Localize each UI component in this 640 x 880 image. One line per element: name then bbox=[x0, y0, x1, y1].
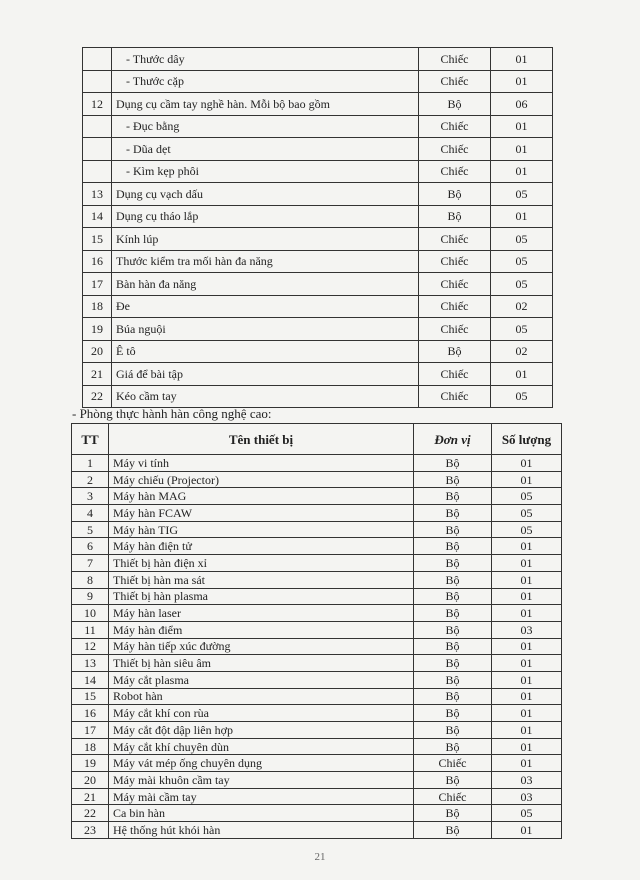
equipment-name: Máy cắt plasma bbox=[109, 671, 414, 688]
table-row bbox=[83, 318, 553, 341]
equipment-name: Thước kiểm tra mối hàn đa năng bbox=[112, 250, 419, 273]
quantity-cell: 01 bbox=[492, 655, 562, 672]
equipment-name: Thiết bị hàn ma sát bbox=[109, 571, 414, 588]
quantity-cell: 01 bbox=[492, 471, 562, 488]
row-number: 1 bbox=[72, 455, 109, 472]
header-unit: Đơn vị bbox=[414, 424, 492, 455]
table-row bbox=[72, 605, 562, 622]
table-row bbox=[72, 671, 562, 688]
quantity-cell: 05 bbox=[491, 183, 553, 206]
quantity-cell: 01 bbox=[491, 205, 553, 228]
table-row bbox=[83, 385, 553, 408]
equipment-name: Máy vi tính bbox=[109, 455, 414, 472]
quantity-cell: 01 bbox=[491, 160, 553, 183]
table-row bbox=[72, 722, 562, 739]
unit-cell: Bộ bbox=[414, 605, 492, 622]
table-row bbox=[72, 788, 562, 805]
equipment-name: Thiết bị hàn điện xỉ bbox=[109, 555, 414, 572]
unit-cell: Chiếc bbox=[419, 295, 491, 318]
unit-cell: Bộ bbox=[414, 738, 492, 755]
row-number: 19 bbox=[72, 755, 109, 772]
equipment-name: Máy chiếu (Projector) bbox=[109, 471, 414, 488]
header-tt: TT bbox=[72, 424, 109, 455]
table-row bbox=[72, 471, 562, 488]
table-row bbox=[72, 738, 562, 755]
row-number: 17 bbox=[72, 722, 109, 739]
unit-cell: Bộ bbox=[414, 538, 492, 555]
table-row bbox=[72, 555, 562, 572]
table-row bbox=[83, 160, 553, 183]
table-row bbox=[72, 505, 562, 522]
quantity-cell: 01 bbox=[492, 755, 562, 772]
quantity-cell: 05 bbox=[491, 273, 553, 296]
quantity-cell: 01 bbox=[492, 588, 562, 605]
unit-cell: Bộ bbox=[414, 638, 492, 655]
equipment-name: - Thước cặp bbox=[112, 70, 419, 93]
row-number: 23 bbox=[72, 822, 109, 839]
unit-cell: Bộ bbox=[414, 772, 492, 789]
quantity-cell: 01 bbox=[492, 688, 562, 705]
unit-cell: Bộ bbox=[414, 471, 492, 488]
row-number: 16 bbox=[83, 250, 112, 273]
table-row bbox=[72, 588, 562, 605]
high-tech-welding-room-table bbox=[71, 423, 562, 839]
row-number: 17 bbox=[83, 273, 112, 296]
row-number: 21 bbox=[83, 363, 112, 386]
table-row bbox=[83, 115, 553, 138]
row-number: 14 bbox=[83, 205, 112, 228]
unit-cell: Bộ bbox=[419, 340, 491, 363]
row-number: 18 bbox=[72, 738, 109, 755]
unit-cell: Bộ bbox=[414, 521, 492, 538]
header-qty: Số lượng bbox=[492, 424, 562, 455]
quantity-cell: 01 bbox=[491, 363, 553, 386]
unit-cell: Chiếc bbox=[419, 228, 491, 251]
unit-cell: Chiếc bbox=[419, 363, 491, 386]
quantity-cell: 02 bbox=[491, 340, 553, 363]
unit-cell: Bộ bbox=[419, 93, 491, 116]
row-number: 20 bbox=[72, 772, 109, 789]
row-number: 10 bbox=[72, 605, 109, 622]
table-row bbox=[83, 228, 553, 251]
unit-cell: Bộ bbox=[414, 555, 492, 572]
equipment-name: Máy cắt khí con rùa bbox=[109, 705, 414, 722]
unit-cell: Bộ bbox=[414, 621, 492, 638]
row-number bbox=[83, 70, 112, 93]
table-row bbox=[83, 205, 553, 228]
quantity-cell: 01 bbox=[491, 70, 553, 93]
row-number: 7 bbox=[72, 555, 109, 572]
table-row bbox=[83, 295, 553, 318]
equipment-name: - Kìm kẹp phôi bbox=[112, 160, 419, 183]
table-row bbox=[83, 250, 553, 273]
equipment-name: Giá để bài tập bbox=[112, 363, 419, 386]
table-row bbox=[72, 521, 562, 538]
row-number bbox=[83, 160, 112, 183]
unit-cell: Bộ bbox=[414, 722, 492, 739]
row-number: 12 bbox=[72, 638, 109, 655]
quantity-cell: 03 bbox=[492, 621, 562, 638]
quantity-cell: 05 bbox=[491, 250, 553, 273]
row-number: 22 bbox=[83, 385, 112, 408]
equipment-name: Kính lúp bbox=[112, 228, 419, 251]
equipment-name: Máy hàn TIG bbox=[109, 521, 414, 538]
quantity-cell: 01 bbox=[492, 822, 562, 839]
row-number: 9 bbox=[72, 588, 109, 605]
row-number: 19 bbox=[83, 318, 112, 341]
table-row bbox=[83, 363, 553, 386]
row-number: 6 bbox=[72, 538, 109, 555]
quantity-cell: 01 bbox=[492, 705, 562, 722]
equipment-name: Thiết bị hàn plasma bbox=[109, 588, 414, 605]
table-row bbox=[72, 822, 562, 839]
quantity-cell: 05 bbox=[491, 228, 553, 251]
table-row bbox=[83, 70, 553, 93]
quantity-cell: 03 bbox=[492, 788, 562, 805]
equipment-name: - Thước dây bbox=[112, 48, 419, 71]
row-number: 21 bbox=[72, 788, 109, 805]
unit-cell: Bộ bbox=[414, 655, 492, 672]
quantity-cell: 01 bbox=[491, 48, 553, 71]
unit-cell: Bộ bbox=[419, 183, 491, 206]
table-row bbox=[72, 705, 562, 722]
row-number: 2 bbox=[72, 471, 109, 488]
equipment-table-continued bbox=[82, 47, 553, 408]
equipment-name: Máy hàn điện tử bbox=[109, 538, 414, 555]
unit-cell: Chiếc bbox=[419, 385, 491, 408]
equipment-name: Thiết bị hàn siêu âm bbox=[109, 655, 414, 672]
table-row bbox=[83, 93, 553, 116]
table-row bbox=[72, 755, 562, 772]
row-number bbox=[83, 138, 112, 161]
equipment-name: Hệ thống hút khói hàn bbox=[109, 822, 414, 839]
equipment-name: Dụng cụ vạch dấu bbox=[112, 183, 419, 206]
equipment-name: Máy cắt đột dập liên hợp bbox=[109, 722, 414, 739]
row-number: 15 bbox=[83, 228, 112, 251]
table-row bbox=[72, 571, 562, 588]
equipment-name: Máy vát mép ống chuyên dụng bbox=[109, 755, 414, 772]
unit-cell: Chiếc bbox=[414, 755, 492, 772]
equipment-name: Máy hàn MAG bbox=[109, 488, 414, 505]
row-number: 4 bbox=[72, 505, 109, 522]
quantity-cell: 01 bbox=[491, 138, 553, 161]
equipment-name: Robot hàn bbox=[109, 688, 414, 705]
quantity-cell: 01 bbox=[492, 605, 562, 622]
quantity-cell: 06 bbox=[491, 93, 553, 116]
unit-cell: Chiếc bbox=[419, 273, 491, 296]
quantity-cell: 05 bbox=[492, 805, 562, 822]
table-header-row bbox=[72, 424, 562, 455]
equipment-name: Ê tô bbox=[112, 340, 419, 363]
quantity-cell: 01 bbox=[492, 738, 562, 755]
equipment-name: Búa nguội bbox=[112, 318, 419, 341]
table-row bbox=[72, 772, 562, 789]
row-number bbox=[83, 115, 112, 138]
unit-cell: Bộ bbox=[414, 705, 492, 722]
unit-cell: Bộ bbox=[414, 822, 492, 839]
table-row bbox=[72, 538, 562, 555]
equipment-name: Máy hàn laser bbox=[109, 605, 414, 622]
row-number: 13 bbox=[72, 655, 109, 672]
quantity-cell: 03 bbox=[492, 772, 562, 789]
unit-cell: Bộ bbox=[419, 205, 491, 228]
quantity-cell: 01 bbox=[492, 722, 562, 739]
equipment-name: Ca bin hàn bbox=[109, 805, 414, 822]
page-number: 21 bbox=[314, 851, 326, 863]
unit-cell: Chiếc bbox=[419, 318, 491, 341]
table-row bbox=[83, 273, 553, 296]
table-row bbox=[72, 455, 562, 472]
table-row bbox=[72, 805, 562, 822]
row-number: 18 bbox=[83, 295, 112, 318]
equipment-name: Kéo cầm tay bbox=[112, 385, 419, 408]
quantity-cell: 05 bbox=[492, 505, 562, 522]
quantity-cell: 05 bbox=[492, 488, 562, 505]
table-row bbox=[72, 621, 562, 638]
equipment-name: Máy hàn điểm bbox=[109, 621, 414, 638]
row-number: 15 bbox=[72, 688, 109, 705]
unit-cell: Chiếc bbox=[419, 48, 491, 71]
quantity-cell: 02 bbox=[491, 295, 553, 318]
row-number: 16 bbox=[72, 705, 109, 722]
table-row bbox=[83, 138, 553, 161]
equipment-name: Dụng cụ cầm tay nghề hàn. Mỗi bộ bao gồm bbox=[112, 93, 419, 116]
unit-cell: Bộ bbox=[414, 671, 492, 688]
row-number: 20 bbox=[83, 340, 112, 363]
table-row bbox=[83, 340, 553, 363]
equipment-name: Máy mài khuôn cầm tay bbox=[109, 772, 414, 789]
high-tech-table-body bbox=[72, 455, 562, 839]
table-row bbox=[83, 48, 553, 71]
equipment-name: Máy hàn tiếp xúc đường bbox=[109, 638, 414, 655]
equipment-name: Máy mài cầm tay bbox=[109, 788, 414, 805]
quantity-cell: 05 bbox=[492, 521, 562, 538]
quantity-cell: 05 bbox=[491, 318, 553, 341]
unit-cell: Bộ bbox=[414, 805, 492, 822]
quantity-cell: 01 bbox=[492, 638, 562, 655]
row-number: 8 bbox=[72, 571, 109, 588]
equipment-name: Bàn hàn đa năng bbox=[112, 273, 419, 296]
unit-cell: Bộ bbox=[414, 571, 492, 588]
table-row bbox=[72, 688, 562, 705]
unit-cell: Chiếc bbox=[419, 70, 491, 93]
quantity-cell: 01 bbox=[492, 455, 562, 472]
row-number: 12 bbox=[83, 93, 112, 116]
unit-cell: Bộ bbox=[414, 588, 492, 605]
table-row bbox=[72, 655, 562, 672]
equipment-name: - Dũa dẹt bbox=[112, 138, 419, 161]
quantity-cell: 01 bbox=[491, 115, 553, 138]
quantity-cell: 01 bbox=[492, 671, 562, 688]
equipment-name: Máy hàn FCAW bbox=[109, 505, 414, 522]
unit-cell: Bộ bbox=[414, 455, 492, 472]
unit-cell: Chiếc bbox=[419, 160, 491, 183]
unit-cell: Chiếc bbox=[414, 788, 492, 805]
equipment-table-body bbox=[83, 48, 553, 408]
unit-cell: Bộ bbox=[414, 505, 492, 522]
row-number: 22 bbox=[72, 805, 109, 822]
unit-cell: Chiếc bbox=[419, 250, 491, 273]
row-number: 13 bbox=[83, 183, 112, 206]
equipment-name: Máy cắt khí chuyên dùn bbox=[109, 738, 414, 755]
quantity-cell: 01 bbox=[492, 538, 562, 555]
quantity-cell: 05 bbox=[491, 385, 553, 408]
quantity-cell: 01 bbox=[492, 555, 562, 572]
equipment-name: Đe bbox=[112, 295, 419, 318]
table-row bbox=[83, 183, 553, 206]
row-number: 11 bbox=[72, 621, 109, 638]
table-row bbox=[72, 488, 562, 505]
equipment-name: - Đục bằng bbox=[112, 115, 419, 138]
row-number bbox=[83, 48, 112, 71]
equipment-name: Dụng cụ tháo lắp bbox=[112, 205, 419, 228]
row-number: 3 bbox=[72, 488, 109, 505]
unit-cell: Chiếc bbox=[419, 115, 491, 138]
header-name: Tên thiết bị bbox=[109, 424, 414, 455]
row-number: 14 bbox=[72, 671, 109, 688]
unit-cell: Chiếc bbox=[419, 138, 491, 161]
quantity-cell: 01 bbox=[492, 571, 562, 588]
row-number: 5 bbox=[72, 521, 109, 538]
unit-cell: Bộ bbox=[414, 488, 492, 505]
table-row bbox=[72, 638, 562, 655]
unit-cell: Bộ bbox=[414, 688, 492, 705]
section-heading: - Phòng thực hành hàn công nghệ cao: bbox=[72, 406, 272, 421]
